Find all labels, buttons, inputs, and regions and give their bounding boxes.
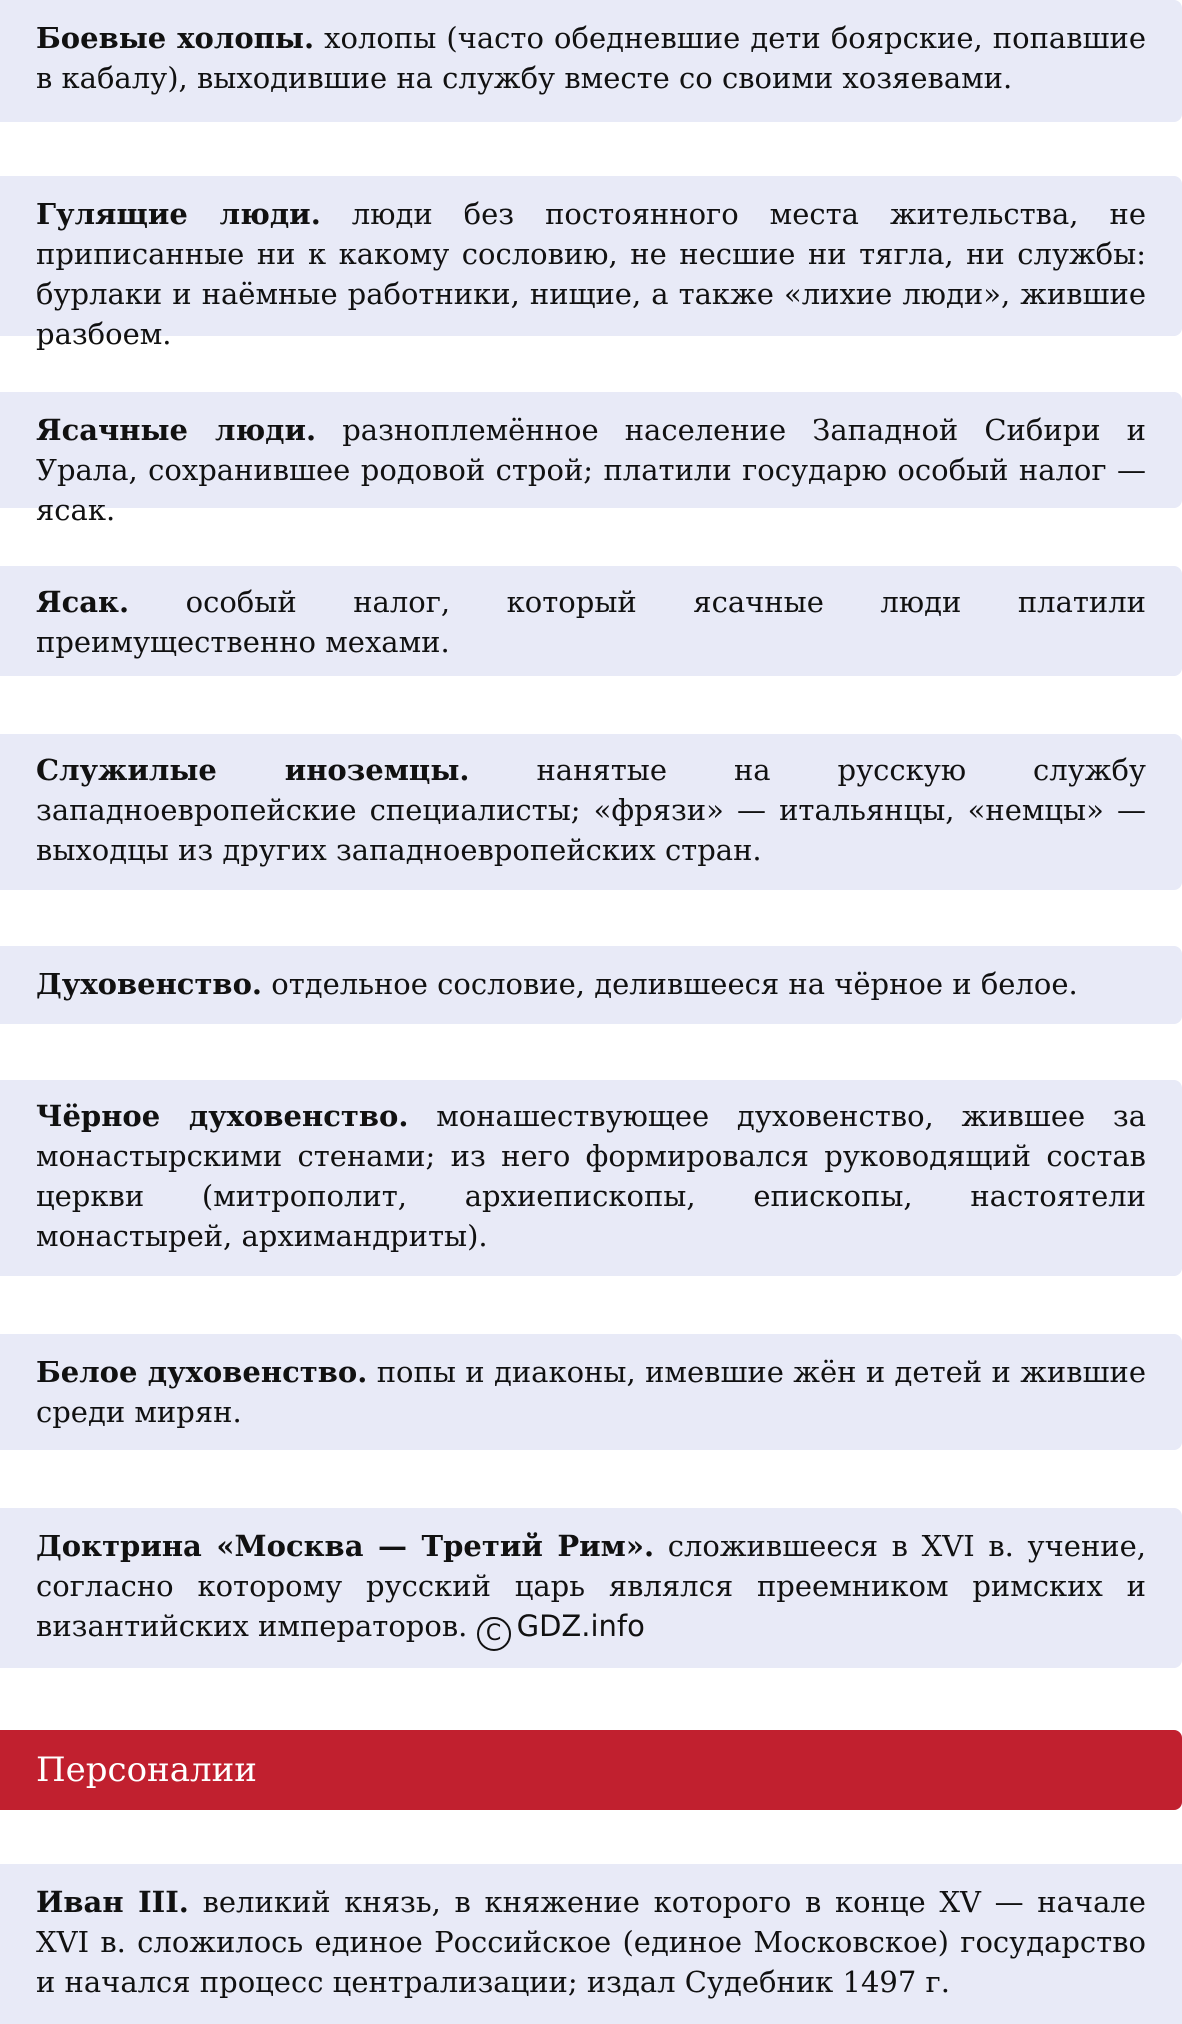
- glossary-entry: [36, 750, 1146, 870]
- glossary-definition: разноплемённое население Западной Сибири и Урала, сохранившее родовой строй; платили государю особый налог — ясак.: [36, 413, 1146, 527]
- glossary-entry: [36, 410, 1146, 530]
- glossary-term: Белое духовенство.: [36, 1355, 368, 1389]
- glossary-card: [0, 734, 1182, 890]
- glossary-definition: монашествующее духовенство, жившее за монастырскими стенами; из него формировался руководящий состав церкви (митрополит, архиепископы, епископы, настоятели монастырей, архимандриты).: [36, 1099, 1147, 1253]
- glossary-entry: [36, 964, 1146, 1004]
- glossary-card: [0, 176, 1182, 351]
- glossary-definition: люди без постоянного места жительства, не приписанные ни к какому сословию, не несшие ни тягла, ни службы: бурлаки и наёмные работники, нищие, а также «лихие люди», жившие разбоем.: [36, 197, 1146, 351]
- person-entry: [36, 1882, 1146, 2002]
- section-title: Персоналии: [36, 1750, 257, 1790]
- glossary-entry: [36, 1352, 1146, 1432]
- glossary-definition: особый налог, который ясачные люди платили преимущественно мехами.: [36, 585, 1146, 659]
- glossary-term: Духовенство.: [36, 967, 263, 1001]
- person-name: Иван III.: [36, 1885, 189, 1919]
- copyright-icon: C: [477, 1617, 511, 1651]
- glossary-entry: [36, 1526, 1146, 1651]
- glossary-definition: холопы (часто обедневшие дети боярские, попавшие в кабалу), выходившие на службу вместе со своими хозяевами.: [36, 21, 1146, 95]
- glossary-card: [0, 566, 1182, 676]
- glossary-term: Ясачные люди.: [36, 413, 317, 447]
- glossary-card: [0, 1508, 1182, 1668]
- glossary-definition: нанятые на русскую службу западноевропейские специалисты; «фрязи» — итальянцы, «немцы» — выходцы из других западноевропейских стран.: [36, 753, 1146, 867]
- glossary-entry: [36, 582, 1146, 662]
- glossary-term: Ясак.: [36, 585, 130, 619]
- glossary-definition: сложившееся в XVI в. учение, согласно которому русский царь являлся преемником римских и византийских императоров.: [36, 1529, 1146, 1643]
- copyright-brand: GDZ.info: [516, 1609, 645, 1643]
- glossary-entry: [36, 18, 1146, 98]
- glossary-entry: [36, 194, 1146, 354]
- glossary-card: [0, 946, 1182, 1024]
- glossary-card: [0, 1334, 1182, 1450]
- glossary-card: [0, 1080, 1182, 1276]
- glossary-term: Боевые холопы.: [36, 21, 315, 55]
- glossary-entry: [36, 1096, 1146, 1256]
- glossary-term: Гулящие люди.: [36, 197, 321, 231]
- section-header: [0, 1730, 1182, 1810]
- glossary-card: [0, 0, 1182, 122]
- person-card: [0, 1864, 1182, 2024]
- glossary-card: [0, 392, 1182, 527]
- glossary-term: Доктрина «Москва — Третий Рим».: [36, 1529, 655, 1563]
- person-description: великий князь, в княжение которого в конце XV — начале XVI в. сложилось единое Российское (единое Московское) государство и начался процесс централизации; издал Судебник 1497 г.: [36, 1885, 1146, 1999]
- glossary-term: Чёрное духовенство.: [36, 1099, 409, 1133]
- glossary-term: Служилые иноземцы.: [36, 753, 470, 787]
- glossary-definition: отдельное сословие, делившееся на чёрное и белое.: [262, 967, 1078, 1001]
- glossary-definition: попы и диаконы, имевшие жён и детей и жившие среди мирян.: [36, 1355, 1146, 1429]
